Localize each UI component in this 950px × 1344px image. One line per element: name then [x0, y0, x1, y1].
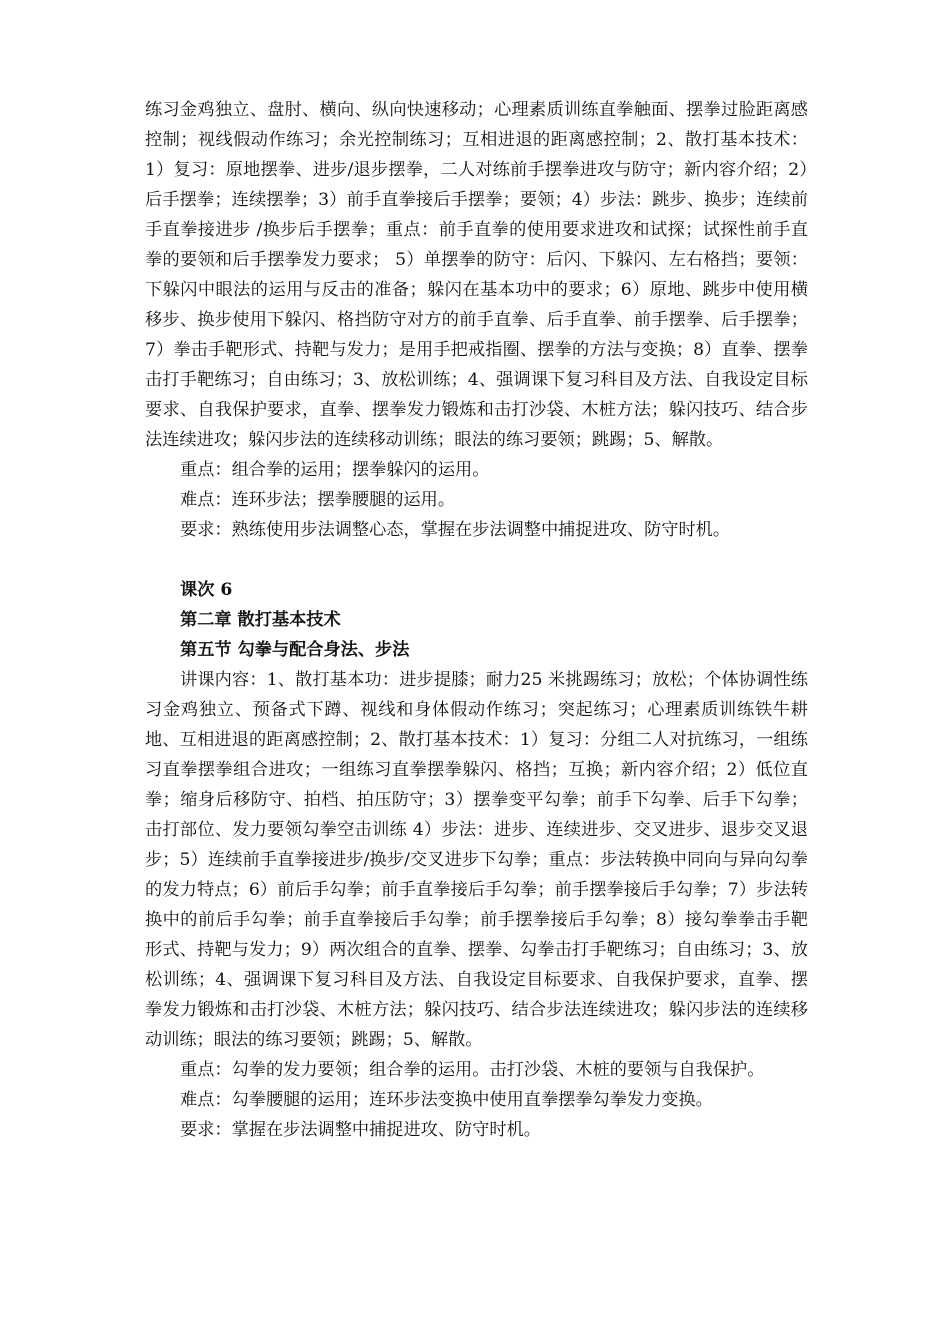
section-heading: 第五节 勾拳与配合身法、步法 [180, 640, 410, 660]
lesson6-key-points: 重点：勾拳的发力要领；组合拳的运用。击打沙袋、木桩的要领与自我保护。 [180, 1060, 765, 1080]
chapter-heading: 第二章 散打基本技术 [180, 610, 341, 630]
lesson6-requirements: 要求：掌握在步法调整中捕捉进攻、防守时机。 [180, 1120, 541, 1140]
lesson6-content: 讲课内容：1、散打基本功：进步提膝；耐力25 米挑踢练习；放松；个体协调性练习金鸡独立、预备式下蹲、视线和身体假动作练习；突起练习；心理素质训练铁牛耕地、互相进退的距离感控制；2、散打基本技术：1）复习：分组二人对抗练习，一组练习直拳摆拳组合进攻；一组练习直拳摆拳躲闪、格挡；互换；新内容介绍；2）低位直拳；缩身后移防守、拍档、拍压防守；3）摆拳变平勾拳；前手下勾拳、后手下勾拳；击打部位、发力要领勾拳空击训练 4）步法：进步、连续进步、交叉进步、退步交叉退步；5）连续前手直拳接进步/换步/交叉进步下勾拳；重点：步法转换中同向与异向勾拳的发力特点；6）前后手勾拳；前手直拳接后手勾拳；前手摆拳接后手勾拳；7）步法转换中的前后手勾拳；前手直拳接后手勾拳；前手摆拳接后手勾拳；8）接勾拳拳击手靶形式、持靶与发力；9）两次组合的直拳、摆拳、勾拳击打手靶练习；自由练习；3、放松训练；4、强调课下复习科目及方法、自我设定目标要求、自我保护要求，直拳、摆拳发力锻炼和击打沙袋、木桩方法；躲闪技巧、结合步法连续进攻；躲闪步法的连续移动训练；眼法的练习要领；跳踢；5、解散。 [145, 670, 808, 1050]
lesson-number-heading: 课次 6 [180, 580, 233, 600]
lesson6-difficulties: 难点：勾拳腰腿的运用；连环步法变换中使用直拳摆拳勾拳发力变换。 [180, 1090, 713, 1110]
lesson5-requirements: 要求：熟练使用步法调整心态，掌握在步法调整中捕捉进攻、防守时机。 [180, 520, 731, 540]
lesson5-key-points: 重点：组合拳的运用；摆拳躲闪的运用。 [180, 460, 490, 480]
lesson5-difficulties: 难点：连环步法；摆拳腰腿的运用。 [180, 490, 456, 510]
section-spacer [145, 545, 808, 575]
lesson5-content-continuation: 练习金鸡独立、盘肘、横向、纵向快速移动；心理素质训练直拳触面、摆拳过脸距离感控制；视线假动作练习；余光控制练习；互相进退的距离感控制；2、散打基本技术：1）复习：原地摆拳、进步/退步摆拳，二人对练前手摆拳进攻与防守；新内容介绍；2）后手摆拳；连续摆拳；3）前手直拳接后手摆拳；要领；4）步法：跳步、换步；连续前手直拳接进步 /换步后手摆拳；重点：前手直拳的使用要求进攻和试探；试探性前手直拳的要领和后手摆拳发力要求； 5）单摆拳的防守：后闪、下躲闪、左右格挡；要领：下躲闪中眼法的运用与反击的准备；躲闪在基本功中的要求；6）原地、跳步中使用横移步、换步使用下躲闪、格挡防守对方的前手直拳、后手直拳、前手摆拳、后手摆拳；7）拳击手靶形式、持靶与发力；是用手把戒指圈、摆拳的方法与变换；8）直拳、摆拳击打手靶练习；自由练习；3、放松训练；4、强调课下复习科目及方法、自我设定目标要求、自我保护要求，直拳、摆拳发力锻炼和击打沙袋、木桩方法；躲闪技巧、结合步法连续进攻；躲闪步法的连续移动训练；眼法的练习要领；跳踢；5、解散。 [145, 100, 808, 450]
